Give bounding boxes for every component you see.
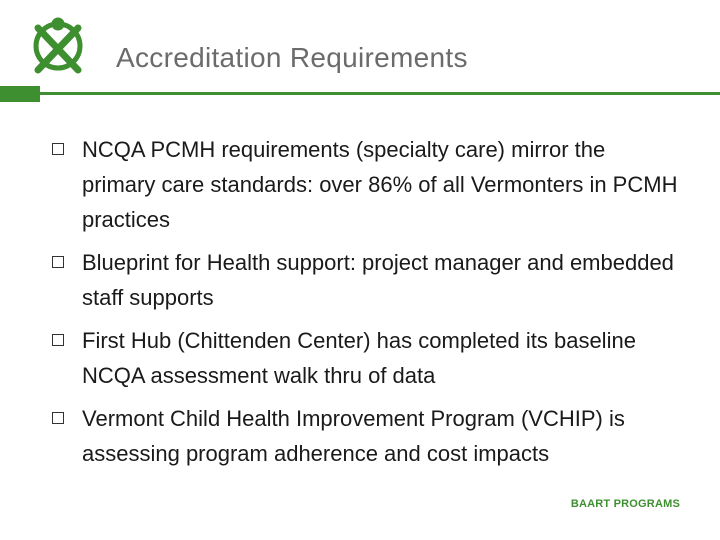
- hollow-square-bullet-icon: [52, 256, 64, 268]
- hollow-square-bullet-icon: [52, 412, 64, 424]
- bullet-text: NCQA PCMH requirements (specialty care) mirror the primary care standards: over 86% of all Vermonters in PCMH practices: [82, 137, 678, 232]
- hollow-square-bullet-icon: [52, 143, 64, 155]
- bullet-item: [52, 323, 682, 393]
- bullet-text: Vermont Child Health Improvement Program (VCHIP) is assessing program adherence and cost impacts: [82, 406, 625, 466]
- footer-org-name: BAART PROGRAMS: [570, 498, 680, 510]
- bullet-list: [52, 132, 682, 479]
- slide-title: Accreditation Requirements: [116, 42, 468, 73]
- bullet-item: [52, 132, 682, 237]
- header-rule-line: [40, 92, 720, 95]
- logo-figure-icon: [30, 14, 86, 76]
- bullet-text: First Hub (Chittenden Center) has completed its baseline NCQA assessment walk thru of data: [82, 328, 636, 388]
- bullet-item: [52, 401, 682, 471]
- header-rule-accent: [0, 86, 40, 102]
- hollow-square-bullet-icon: [52, 334, 64, 346]
- bullet-item: [52, 245, 682, 315]
- bullet-text: Blueprint for Health support: project manager and embedded staff supports: [82, 250, 674, 310]
